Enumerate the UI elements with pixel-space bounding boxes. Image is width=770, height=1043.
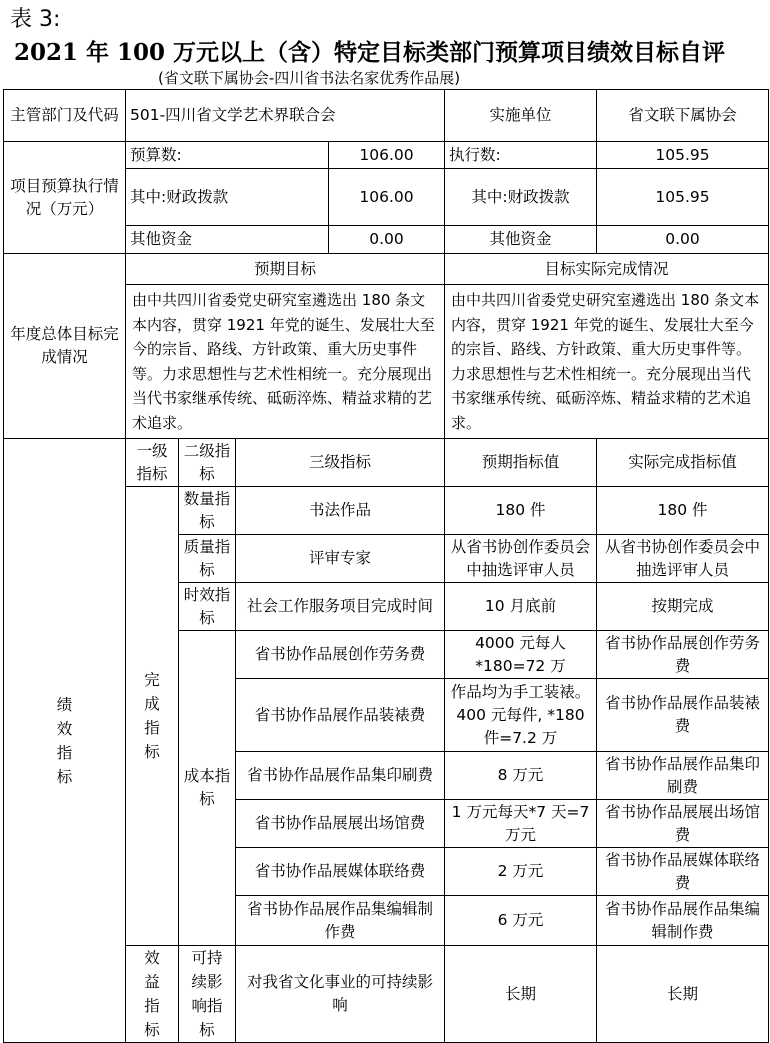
level3-cell: 评审专家: [236, 535, 445, 583]
completion-indicator-label: 完成指标: [126, 487, 179, 946]
col-level1-header: 一级指标: [126, 439, 179, 487]
other-funds-exec-label: 其他资金: [445, 226, 597, 254]
performance-section-label: 绩效指标: [4, 439, 126, 1043]
col-actual-header: 实际完成指标值: [597, 439, 769, 487]
other-funds-exec: 0.00: [597, 226, 769, 254]
expected-value-cell: 从省书协创作委员会中抽选评审人员: [445, 535, 597, 583]
actual-value-cell: 省书协作品展创作劳务费: [597, 631, 769, 679]
expected-goal-header: 预期目标: [126, 254, 445, 285]
actual-value-cell: 省书协作品展媒体联络费: [597, 848, 769, 896]
dept-label: 主管部门及代码: [4, 90, 126, 142]
col-expected-header: 预期指标值: [445, 439, 597, 487]
dept-value: 501-四川省文学艺术界联合会: [126, 90, 445, 142]
level3-cell: 社会工作服务项目完成时间: [236, 583, 445, 631]
other-funds-budget: 0.00: [329, 226, 445, 254]
level3-cell: 省书协作品展媒体联络费: [236, 848, 445, 896]
exec-amount-value: 105.95: [597, 142, 769, 169]
impl-unit-value: 省文联下属协会: [597, 90, 769, 142]
expected-value-cell: 10 月底前: [445, 583, 597, 631]
actual-goal-text: 由中共四川省委党史研究室遴选出 180 条文本内容，贯穿 1921 年党的诞生、发展壮大至今的宗旨、路线、方针政策、重大历史事件等。力求思想性与艺术性相统一。充分展现出当代书家继承传统、砥砺淬炼、精益求精的艺术追求。: [445, 285, 769, 439]
expected-value-cell: 8 万元: [445, 752, 597, 800]
expected-value-cell: 1 万元每天*7 天=7 万元: [445, 800, 597, 848]
expected-value-cell: 6 万元: [445, 896, 597, 946]
level2-cell: 时效指标: [179, 583, 236, 631]
annual-goal-label: 年度总体目标完成情况: [4, 254, 126, 439]
expected-value-cell: 4000 元每人*180=72 万: [445, 631, 597, 679]
fiscal-exec-value: 105.95: [597, 169, 769, 226]
exec-amount-label: 执行数:: [445, 142, 597, 169]
level3-cell: 对我省文化事业的可持续影响: [236, 946, 445, 1043]
actual-value-cell: 省书协作品展作品集编辑制作费: [597, 896, 769, 946]
benefit-indicator-label: 效益指标: [126, 946, 179, 1043]
performance-table: [3, 89, 769, 1043]
actual-value-cell: 180 件: [597, 487, 769, 535]
col-level3-header: 三级指标: [236, 439, 445, 487]
cost-indicator-label: 成本指标: [179, 631, 236, 946]
actual-value-cell: 省书协作品展作品装裱费: [597, 679, 769, 752]
level3-cell: 省书协作品展作品集编辑制作费: [236, 896, 445, 946]
budget-amount-value: 106.00: [329, 142, 445, 169]
fiscal-exec-label: 其中:财政拨款: [445, 169, 597, 226]
expected-value-cell: 180 件: [445, 487, 597, 535]
fiscal-budget-label: 其中:财政拨款: [126, 169, 329, 226]
expected-goal-text: 由中共四川省委党史研究室遴选出 180 条文本内容，贯穿 1921 年党的诞生、发展壮大至今的宗旨、路线、方针政策、重大历史事件等。力求思想性与艺术性相统一。充分展现出当代书家继承传统、砥砺淬炼、精益求精的艺术追求。: [126, 285, 445, 439]
impl-unit-label: 实施单位: [445, 90, 597, 142]
col-level2-header: 二级指标: [179, 439, 236, 487]
other-funds-label: 其他资金: [126, 226, 329, 254]
table-number-label: 表 3:: [10, 7, 61, 32]
actual-value-cell: 从省书协创作委员会中抽选评审人员: [597, 535, 769, 583]
report-title: 2021 年 100 万元以上（含）特定目标类部门预算项目绩效目标自评: [14, 39, 726, 66]
level3-cell: 省书协作品展作品集印刷费: [236, 752, 445, 800]
level3-cell: 省书协作品展展出场馆费: [236, 800, 445, 848]
report-subtitle: (省文联下属协会-四川省书法名家优秀作品展): [158, 69, 461, 87]
expected-value-cell: 2 万元: [445, 848, 597, 896]
level3-cell: 省书协作品展创作劳务费: [236, 631, 445, 679]
level3-cell: 书法作品: [236, 487, 445, 535]
expected-value-cell: 作品均为手工装裱。400 元每件, *180 件=7.2 万: [445, 679, 597, 752]
level3-cell: 省书协作品展作品装裱费: [236, 679, 445, 752]
actual-value-cell: 按期完成: [597, 583, 769, 631]
expected-value-cell: 长期: [445, 946, 597, 1043]
actual-goal-header: 目标实际完成情况: [445, 254, 769, 285]
fiscal-budget-value: 106.00: [329, 169, 445, 226]
actual-value-cell: 省书协作品展展出场馆费: [597, 800, 769, 848]
level2-cell: 质量指标: [179, 535, 236, 583]
budget-amount-label: 预算数:: [126, 142, 329, 169]
actual-value-cell: 长期: [597, 946, 769, 1043]
level2-cell: 数量指标: [179, 487, 236, 535]
actual-value-cell: 省书协作品展作品集印刷费: [597, 752, 769, 800]
level2-cell: 可持续影响指标: [179, 946, 236, 1043]
budget-section-label: 项目预算执行情况（万元）: [4, 142, 126, 254]
